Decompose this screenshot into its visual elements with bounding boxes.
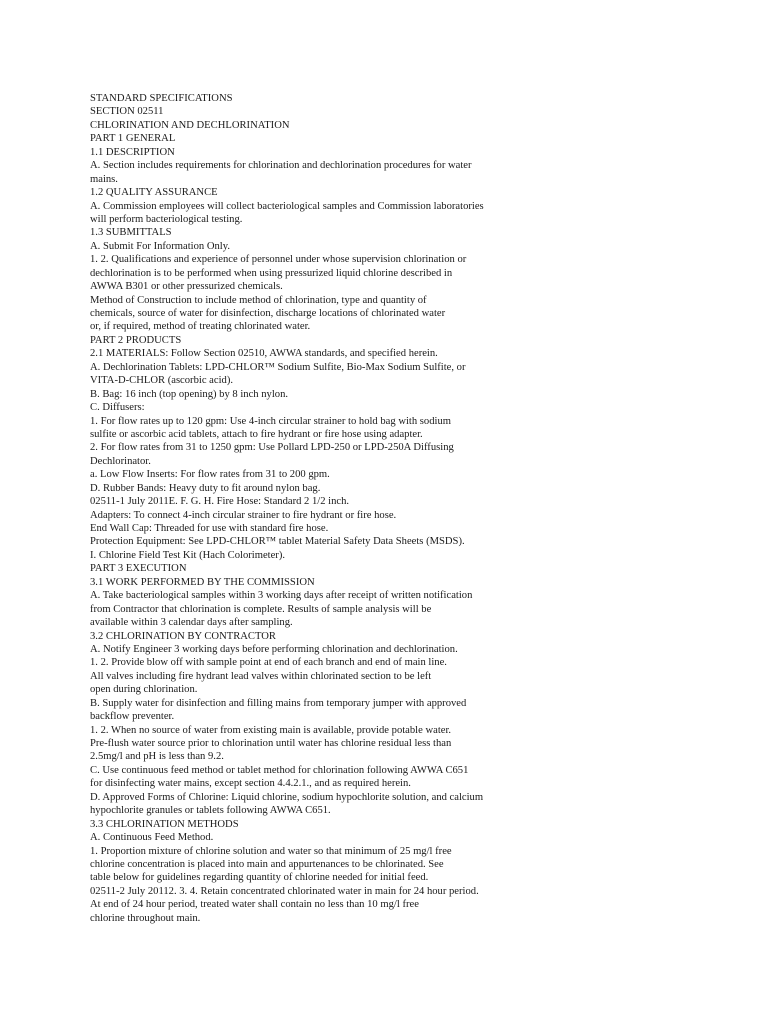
document-line: available within 3 calendar days after sampling. — [90, 617, 293, 629]
document-line: 2. For flow rates from 31 to 1250 gpm: Use Pollard LPD-250 or LPD-250A Diffusing — [90, 442, 454, 454]
document-line: A. Notify Engineer 3 working days before performing chlorination and dechlorination. — [90, 643, 458, 655]
document-line: 1. Proportion mixture of chlorine solution and water so that minimum of 25 mg/l free — [90, 845, 452, 857]
document-line: CHLORINATION AND DECHLORINATION — [90, 119, 290, 131]
document-line: SECTION 02511 — [90, 106, 164, 118]
document-line: open during chlorination. — [90, 684, 198, 696]
document-line: A. Submit For Information Only. — [90, 240, 230, 252]
document-line: AWWA B301 or other pressurized chemicals. — [90, 281, 283, 293]
document-line: STANDARD SPECIFICATIONS — [90, 93, 233, 104]
document-line: A. Dechlorination Tablets: LPD-CHLOR™ Sodium Sulfite, Bio-Max Sodium Sulfite, or — [90, 361, 466, 373]
document-line: Pre-flush water source prior to chlorination until water has chlorine residual less than — [90, 738, 452, 749]
document-line: mains. — [90, 173, 118, 185]
document-line: will perform bacteriological testing. — [90, 213, 243, 225]
document-line: D. Rubber Bands: Heavy duty to fit around nylon bag. — [90, 482, 321, 494]
document-line: Protection Equipment: See LPD-CHLOR™ tablet Material Safety Data Sheets (MSDS). — [90, 536, 465, 548]
document-line: 1. 2. When no source of water from existing main is available, provide potable water. — [90, 724, 452, 736]
document-body — [90, 92, 730, 925]
document-line: 3.3 CHLORINATION METHODS — [90, 818, 239, 830]
document-line: D. Approved Forms of Chlorine: Liquid chlorine, sodium hypochlorite solution, and calcium — [90, 791, 484, 803]
document-line: VITA-D-CHLOR (ascorbic acid). — [90, 375, 233, 387]
document-line: 1. For flow rates up to 120 gpm: Use 4-inch circular strainer to hold bag with sodium — [90, 415, 452, 427]
document-line: PART 1 GENERAL — [90, 133, 176, 145]
document-line: for disinfecting water mains, except section 4.4.2.1., and as required herein. — [90, 778, 411, 790]
document-line: table below for guidelines regarding quantity of chlorine needed for initial feed. — [90, 872, 429, 884]
document-line: 02511-2 July 20112. 3. 4. Retain concentrated chlorinated water in main for 24 hour period. — [90, 885, 479, 897]
document-line: from Contractor that chlorination is complete. Results of sample analysis will be — [90, 603, 432, 615]
document-line: B. Supply water for disinfection and filling mains from temporary jumper with approved — [90, 697, 467, 709]
document-line: All valves including fire hydrant lead valves within chlorinated section to be left — [90, 670, 432, 682]
document-line: 3.1 WORK PERFORMED BY THE COMMISSION — [90, 576, 315, 588]
document-line: I. Chlorine Field Test Kit (Hach Colorimeter). — [90, 549, 286, 561]
document-line: Dechlorinator. — [90, 455, 151, 467]
document-line: or, if required, method of treating chlorinated water. — [90, 321, 311, 333]
document-line: PART 2 PRODUCTS — [90, 334, 182, 346]
document-line: sulfite or ascorbic acid tablets, attach to fire hydrant or fire hose using adapter. — [90, 428, 423, 440]
document-line: hypochlorite granules or tablets following AWWA C651. — [90, 805, 331, 817]
document-line: At end of 24 hour period, treated water shall contain no less than 10 mg/l free — [90, 899, 419, 911]
document-line: C. Diffusers: — [90, 402, 145, 414]
document-line: 2.5mg/l and pH is less than 9.2. — [90, 751, 224, 763]
document-line: B. Bag: 16 inch (top opening) by 8 inch nylon. — [90, 388, 289, 400]
document-line: 1.2 QUALITY ASSURANCE — [90, 187, 218, 199]
document-line: chemicals, source of water for disinfection, discharge locations of chlorinated water — [90, 308, 446, 319]
document-line: chlorine throughout main. — [90, 912, 201, 924]
document-line: chlorine concentration is placed into main and appurtenances to be chlorinated. See — [90, 858, 444, 870]
document-line: 3.2 CHLORINATION BY CONTRACTOR — [90, 630, 276, 642]
document-line: PART 3 EXECUTION — [90, 563, 187, 575]
document-line: 1.1 DESCRIPTION — [90, 146, 175, 158]
document-line: A. Section includes requirements for chlorination and dechlorination procedures for water — [90, 160, 472, 172]
document-line: dechlorination is to be performed when using pressurized liquid chlorine described in — [90, 267, 453, 279]
document-line: 1.3 SUBMITTALS — [90, 227, 172, 239]
document-line: A. Commission employees will collect bacteriological samples and Commission laboratories — [90, 200, 484, 212]
document-line: A. Continuous Feed Method. — [90, 832, 214, 844]
document-line: 1. 2. Qualifications and experience of personnel under whose supervision chlorination or — [90, 254, 467, 266]
document-line: C. Use continuous feed method or tablet method for chlorination following AWWA C651 — [90, 764, 469, 776]
document-line: 1. 2. Provide blow off with sample point at end of each branch and end of main line. — [90, 657, 447, 669]
document-line: 02511-1 July 2011E. F. G. H. Fire Hose: Standard 2 1/2 inch. — [90, 496, 350, 508]
document-line: a. Low Flow Inserts: For flow rates from 31 to 200 gpm. — [90, 469, 330, 481]
document-line: Method of Construction to include method of chlorination, type and quantity of — [90, 294, 427, 306]
document-line: End Wall Cap: Threaded for use with standard fire hose. — [90, 523, 329, 534]
document-line: A. Take bacteriological samples within 3 working days after receipt of written notification — [90, 590, 473, 602]
document-line: backflow preventer. — [90, 711, 175, 723]
document-line: 2.1 MATERIALS: Follow Section 02510, AWWA standards, and specified herein. — [90, 348, 438, 360]
document-line: Adapters: To connect 4-inch circular strainer to fire hydrant or fire hose. — [90, 509, 397, 521]
